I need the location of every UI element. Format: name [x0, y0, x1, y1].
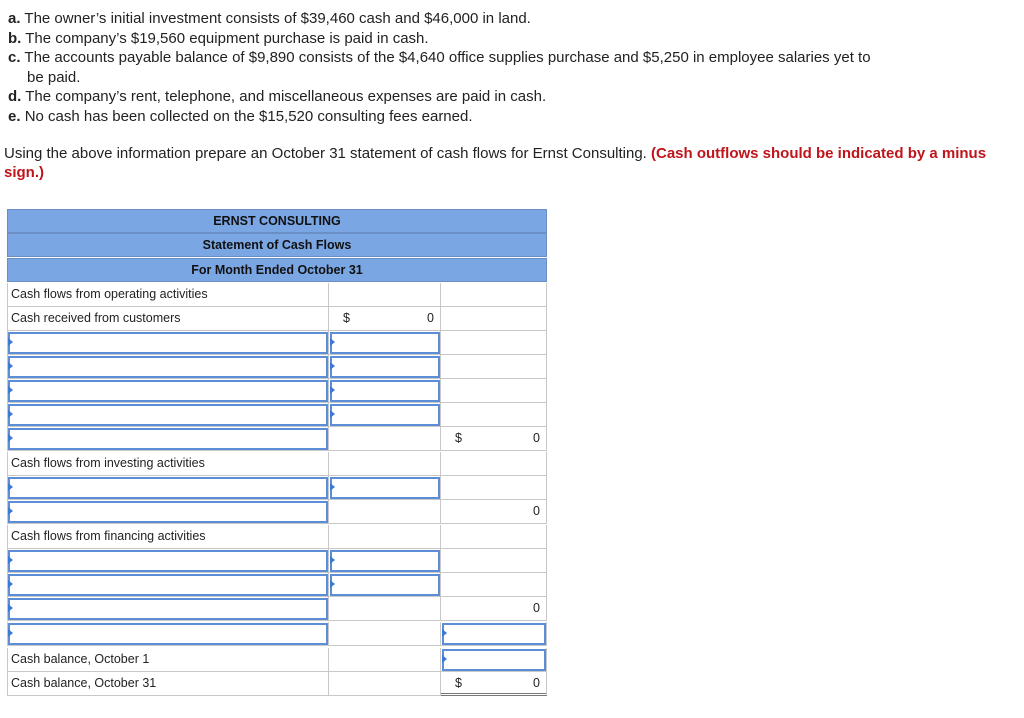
item-c-continued: be paid.	[27, 68, 81, 86]
ending-balance-amount: 0	[533, 676, 540, 690]
operating-total-label-input[interactable]	[8, 428, 328, 450]
item-c: c. The accounts payable balance of $9,890 consists of the $4,640 office supplies purchase and $5,250 in employee salaries yet to	[8, 49, 871, 66]
cash-received-amount: 0	[427, 311, 434, 325]
item-e: e. No cash has been collected on the $15,520 consulting fees earned.	[8, 107, 473, 125]
beginning-balance-input[interactable]	[442, 649, 546, 671]
dollar-sign: $	[343, 311, 350, 325]
operating-description-input[interactable]	[8, 404, 328, 426]
net-change-label-input[interactable]	[8, 623, 328, 645]
operating-input-row	[7, 355, 547, 379]
item-a: a. The owner’s initial investment consists of $39,460 cash and $46,000 in land.	[8, 10, 531, 27]
investing-total-label-input[interactable]	[8, 501, 328, 523]
instructions	[4, 144, 1004, 182]
investing-total-row	[7, 500, 547, 524]
beginning-balance-label: Cash balance, October 1	[7, 648, 329, 672]
financing-input-row	[7, 549, 547, 573]
investing-description-input[interactable]	[8, 477, 328, 499]
operating-description-input[interactable]	[8, 332, 328, 354]
operating-amount-input[interactable]	[330, 332, 440, 354]
financing-description-input[interactable]	[8, 574, 328, 596]
financing-heading: Cash flows from financing activities	[7, 525, 329, 549]
financing-description-input[interactable]	[8, 550, 328, 572]
net-change-amount-input[interactable]	[442, 623, 546, 645]
investing-total: 0	[533, 504, 540, 518]
financing-total-label-input[interactable]	[8, 598, 328, 620]
operating-heading-row	[7, 283, 547, 307]
operating-amount-input[interactable]	[330, 356, 440, 378]
cash-received-row	[7, 307, 547, 331]
instruction-note: (Cash outflows should be indicated by a minus sign.)	[4, 145, 987, 181]
financing-input-row	[7, 573, 547, 597]
net-change-row	[7, 622, 547, 646]
investing-heading-row	[7, 452, 547, 476]
dollar-sign: $	[455, 676, 462, 690]
ending-balance-row	[7, 672, 547, 696]
financing-total-row	[7, 597, 547, 621]
operating-total-row	[7, 427, 547, 451]
item-b: b. The company’s $19,560 equipment purchase is paid in cash.	[8, 29, 429, 47]
statement-title: Statement of Cash Flows	[7, 233, 547, 257]
cash-received-label: Cash received from customers	[7, 307, 329, 331]
financing-total: 0	[533, 601, 540, 615]
financing-heading-row	[7, 525, 547, 549]
investing-heading: Cash flows from investing activities	[7, 452, 329, 476]
ending-balance-label: Cash balance, October 31	[7, 672, 329, 696]
problem-items	[8, 9, 871, 126]
operating-input-row	[7, 379, 547, 403]
operating-input-row	[7, 331, 547, 355]
dollar-sign: $	[455, 431, 462, 445]
instruction-text: Using the above information prepare an October 31 statement of cash flows for Ernst Consulting.	[4, 145, 647, 162]
financing-amount-input[interactable]	[330, 550, 440, 572]
operating-amount-input[interactable]	[330, 380, 440, 402]
operating-amount-input[interactable]	[330, 404, 440, 426]
operating-description-input[interactable]	[8, 356, 328, 378]
operating-description-input[interactable]	[8, 380, 328, 402]
beginning-balance-row	[7, 648, 547, 672]
investing-amount-input[interactable]	[330, 477, 440, 499]
item-d: d. The company’s rent, telephone, and miscellaneous expenses are paid in cash.	[8, 88, 547, 105]
company-name: ERNST CONSULTING	[7, 209, 547, 233]
operating-total: 0	[533, 431, 540, 445]
operating-heading: Cash flows from operating activities	[7, 283, 329, 307]
financing-amount-input[interactable]	[330, 574, 440, 596]
investing-input-row	[7, 476, 547, 500]
statement-period: For Month Ended October 31	[7, 258, 547, 282]
operating-input-row	[7, 403, 547, 427]
